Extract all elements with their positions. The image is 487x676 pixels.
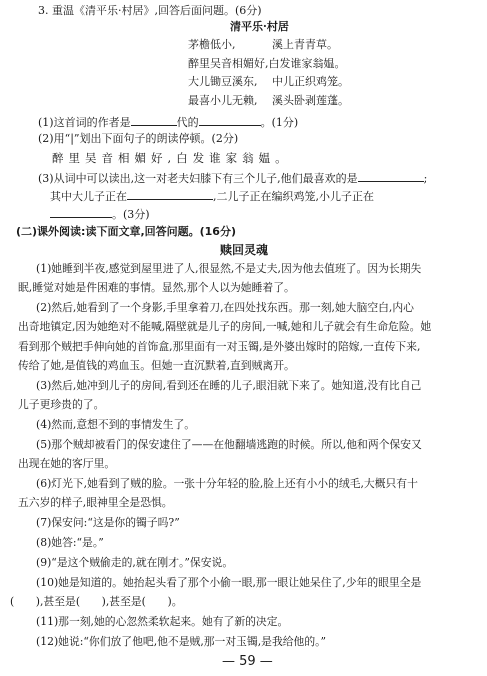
paragraph-6-line-2: 五六岁的样子,眼神里全是恐惧。 [18,496,173,509]
paragraph-10-line-1: (10)她是知道的。她抬起头看了那个小偷一眼,那一眼让她呆住了,少年的眼里全是 [36,576,422,589]
paragraph-5-line-1: (5)那个贼却被看门的保安逮住了——在他翻墙逃跑的时候。所以,他和两个保安又 [36,438,422,451]
youngest-son-blank[interactable] [50,206,112,218]
paragraph-2-line-4: 传给了她,是值钱的鸡血玉。但她一直沉默着,直到贼离开。 [18,359,295,372]
paragraph-2-line-2: 出奇地镇定,因为她绝对不能喊,隔壁就是儿子的房间,一喊,她和儿子就会有生命危险。她 [18,320,432,333]
paragraph-3-line-1: (3)然后,她冲到儿子的房间,看到还在睡的儿子,眼泪就下来了。她知道,没有比自己 [36,379,422,392]
q3-sub3-line3 [50,206,150,222]
q3-sub1-text-b: 代的 [176,116,199,129]
poem-line-3a: 大儿锄豆溪东, [188,75,258,88]
poem-line-4b: 溪头卧剥莲蓬。 [272,94,349,107]
eldest-son-blank[interactable] [127,188,213,200]
section2-heading: (二)课外阅读:读下面文章,回答问题。(16分) [16,225,236,238]
q3-sub3-text-c: 。(3分) [112,208,150,221]
paragraph-12: (12)她说:“你们放了他吧,他不是贼,那一对玉镯,是我给他的。” [36,635,327,648]
paragraph-3-line-2: 儿子更珍贵的了。 [18,398,105,411]
q3-sub1-text-c: 。(1分) [260,116,299,129]
poem-line-1a: 茅檐低小, [188,38,236,51]
q3-sub3-line2 [50,188,374,204]
q3-sub1 [38,114,298,130]
q3-heading: 3. 重温《清平乐·村居》,回答后面问题。(6分) [38,4,262,17]
poem-line-1b: 溪上青青草。 [272,38,338,51]
poem-line-2: 醉里吴音相媚好,白发谁家翁媪。 [188,57,346,70]
q3-sub2-sentence[interactable]: 醉里吴音相媚好,白发谁家翁媪。 [52,151,292,165]
paragraph-2-line-3: 看到那个贼把手伸向她的首饰盒,那里面有一对玉镯,是外婆出嫁时的陪嫁,一直传下来, [18,340,421,353]
paragraph-11: (11)那一刻,她的心忽然柔软起来。她有了新的决定。 [36,615,289,628]
paragraph-6-line-1: (6)灯光下,她看到了贼的脸。一张十分年轻的脸,脸上还有小小的绒毛,大概只有十 [36,477,418,490]
q3-sub2: (2)用“|”划出下面句子的朗读停顿。(2分) [38,132,239,145]
paragraph-4: (4)然而,意想不到的事情发生了。 [36,418,196,431]
q3-sub3-line1 [38,170,427,186]
paragraph-8: (8)她答:“是。” [36,536,104,549]
paragraph-1-line-1: (1)她睡到半夜,感觉到屋里进了人,很显然,不是丈夫,因为他去值班了。因为长期失 [36,262,422,275]
poem-title: 清平乐·村居 [230,20,289,33]
favorite-son-blank[interactable] [358,170,424,182]
poem-line-4a: 最喜小儿无赖, [188,94,258,107]
paragraph-1-line-2: 眠,睡觉对她是件困难的事情。显然,那个人以为她睡着了。 [18,281,295,294]
q3-sub1-text-a: (1)这首词的作者是 [38,116,131,129]
poem-line-3b: 中儿正织鸡笼。 [272,75,349,88]
q3-sub3-text-a: (3)从词中可以读出,这一对老夫妇膝下有三个儿子,他们最喜欢的是 [38,172,358,185]
paragraph-10-line-2[interactable]: ( ),甚至是( ),甚至是( )。 [10,595,183,608]
q3-sub3-text-b1: 其中大儿子正在 [50,190,127,203]
paragraph-9: (9)“是这个贼偷走的,就在刚才。”保安说。 [36,556,234,569]
story-title: 赎回灵魂 [220,243,269,257]
paragraph-7: (7)保安问:“这是你的镯子吗?” [36,516,180,529]
page-number: — 59 — [222,654,273,669]
paragraph-2-line-1: (2)然后,她看到了一个身影,手里拿着刀,在四处找东西。那一刻,她大脑空白,内心 [36,301,414,314]
q3-sub3-text-b2: ,二儿子正在编织鸡笼,小儿子正在 [213,190,374,203]
q3-sub3-text-a-end: ; [423,172,428,185]
author-name-blank[interactable] [199,114,261,126]
author-dynasty-blank[interactable] [131,114,177,126]
paragraph-5-line-2: 出现在她的客厅里。 [18,457,116,470]
